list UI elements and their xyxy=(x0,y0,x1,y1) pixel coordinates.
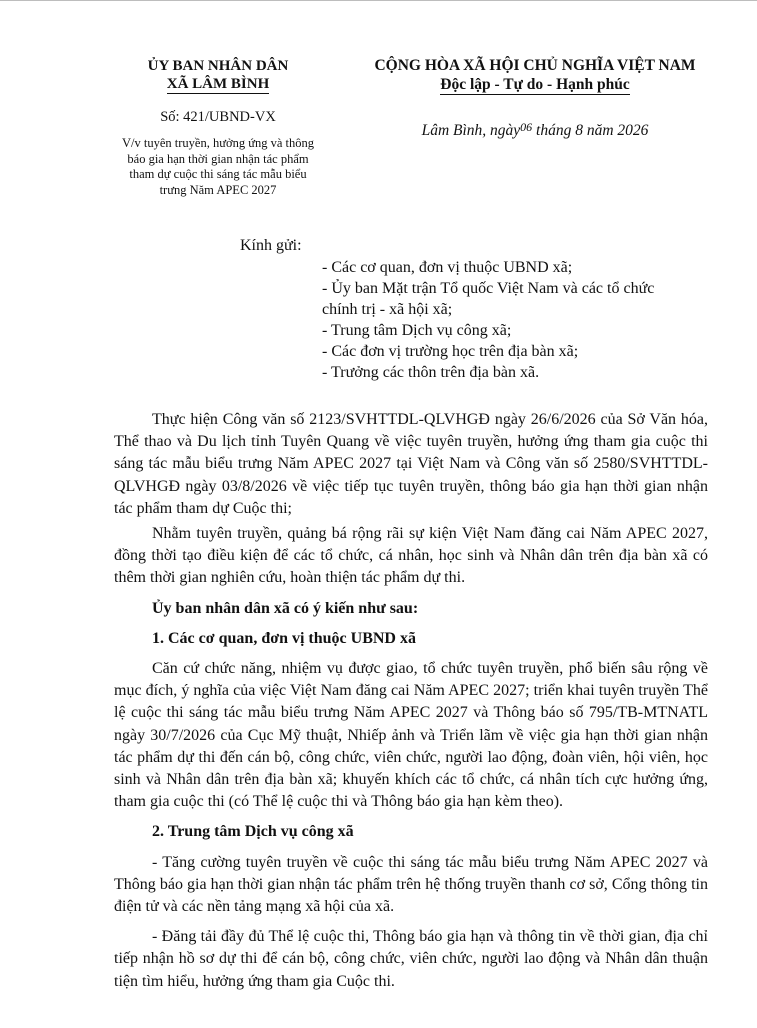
date-suffix: tháng 8 năm 2026 xyxy=(532,122,649,139)
recipient-item: - Trưởng các thôn trên địa bàn xã. xyxy=(322,364,540,381)
document-subject xyxy=(100,136,336,198)
document-number: Số: 421/UBND-VX xyxy=(160,109,276,125)
recipients-label: Kính gửi: xyxy=(240,237,302,254)
national-motto: Độc lập - Tự do - Hạnh phúc xyxy=(440,76,630,93)
section-2-item: - Tăng cường tuyên truyền về cuộc thi sáng tác mẫu biểu trưng Năm APEC 2027 và Thông báo gia hạn thời gian nhận tác phẩm trên hệ thống truyền thanh cơ sở, Cổng thông tin điện tử và các nền tảng mạng xã hội của xã. xyxy=(114,853,708,916)
national-heading-block xyxy=(345,57,725,141)
recipient-item: - Các đơn vị trường học trên địa bàn xã; xyxy=(322,343,579,360)
subject-line: V/v tuyên truyền, hưởng ứng và thông xyxy=(121,136,314,150)
document-content xyxy=(114,409,708,993)
paragraph-purpose: Nhằm tuyên truyền, quảng bá rộng rãi sự kiện Việt Nam đăng cai Năm APEC 2027, đồng thời tạo điều kiện để các tổ chức, cá nhân, học sinh và Nhân dân trên địa bàn xã có thêm thời gian nghiên cứu, hoàn thiện tác phẩm dự thi. xyxy=(114,525,708,587)
recipient-item: - Các cơ quan, đơn vị thuộc UBND xã; xyxy=(322,259,573,276)
date-prefix: Lâm Bình, ngày xyxy=(421,122,521,139)
section-2-title: 2. Trung tâm Dịch vụ công xã xyxy=(152,823,354,841)
paragraph-basis: Thực hiện Công văn số 2123/SVHTTDL-QLVHGĐ ngày 26/6/2026 của Sở Văn hóa, Thể thao và Du lịch tỉnh Tuyên Quang về việc tuyên truyền, hưởng ứng tham gia cuộc thi sáng tác mẫu biểu trưng Năm APEC 2027 tại Việt Nam và Công văn số 2580/SVHTTDL-QLVHGĐ ngày 03/8/2026 về việc tiếp tục tuyên truyền, thông báo gia hạn thời gian nhận tác phẩm tham dự Cuộc thi; xyxy=(114,411,708,517)
section-1-title: 1. Các cơ quan, đơn vị thuộc UBND xã xyxy=(152,629,416,647)
recipient-item: - Ủy ban Mặt trận Tổ quốc Việt Nam và các tổ chức xyxy=(322,280,655,297)
national-title: CỘNG HÒA XÃ HỘI CHỦ NGHĨA VIỆT NAM xyxy=(374,57,696,74)
section-1-text: Căn cứ chức năng, nhiệm vụ được giao, tổ chức tuyên truyền, phổ biến sâu rộng về mục đích, ý nghĩa của việc Việt Nam đăng cai Năm APEC 2027; triển khai tuyên truyền Thể lệ cuộc thi sáng tác mẫu biểu trưng Năm APEC 2027 và Thông báo số 795/TB-MTNATL ngày 30/7/2026 của Cục Mỹ thuật, Nhiếp ảnh và Triển lãm về việc gia hạn thời gian nhận tác phẩm dự thi đến cán bộ, công chức, viên chức, người lao động, đoàn viên, hội viên, học sinh và Nhân dân trên địa bàn xã; khuyến khích các tổ chức, cá nhân tích cực hưởng ứng, tham gia cuộc thi (có Thể lệ cuộc thi và Thông báo gia hạn kèm theo). xyxy=(114,660,708,811)
date-day: 06 xyxy=(520,120,533,134)
authority-name: ỦY BAN NHÂN DÂN xyxy=(147,58,289,74)
section-2-item: - Đăng tải đầy đủ Thể lệ cuộc thi, Thông báo gia hạn và thông tin về thời gian, địa chỉ tiếp nhận hồ sơ dự thi để cán bộ, công chức, viên chức, người lao động và Nhân dân thuận tiện tìm hiểu, hưởng ứng tham gia Cuộc thi. xyxy=(114,928,708,990)
paragraph-intro: Ủy ban nhân dân xã có ý kiến như sau: xyxy=(152,599,419,617)
place-date-line xyxy=(345,121,725,141)
commune-name: XÃ LÂM BÌNH xyxy=(166,76,270,92)
subject-line: trưng Năm APEC 2027 xyxy=(159,182,277,197)
recipient-item: chính trị - xã hội xã; xyxy=(322,301,453,318)
issuing-authority-block xyxy=(100,57,336,198)
recipient-item: - Trung tâm Dịch vụ công xã; xyxy=(322,322,512,339)
recipients-list xyxy=(322,257,717,383)
subject-line: báo gia hạn thời gian nhận tác phẩm xyxy=(127,151,309,166)
subject-line: tham dự cuộc thi sáng tác mẫu biểu xyxy=(129,167,307,181)
